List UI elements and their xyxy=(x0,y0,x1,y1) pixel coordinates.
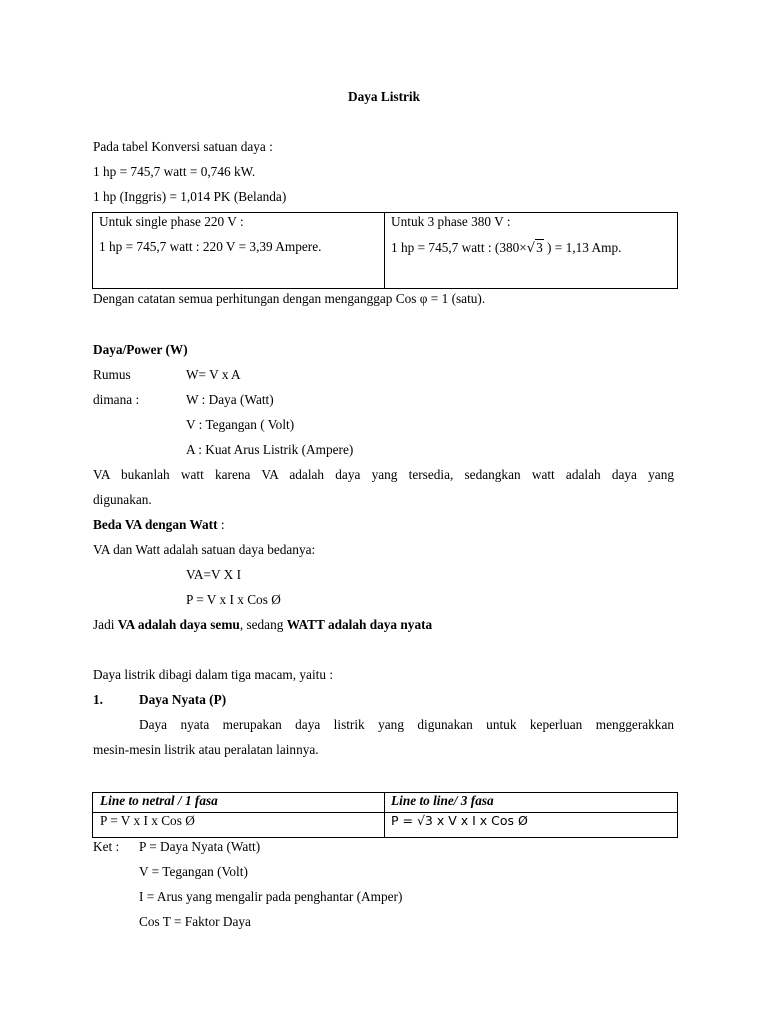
va-formula: VA=V X I xyxy=(186,567,242,582)
beda-heading-colon: : xyxy=(217,517,225,532)
single-phase-cell xyxy=(93,213,385,289)
rumus-label: Rumus xyxy=(93,367,131,382)
intro-line-3: 1 hp (Inggris) = 1,014 PK (Belanda) xyxy=(93,189,287,204)
calculation-note: Dengan catatan semua perhitungan dengan menganggap Cos φ = 1 (satu). xyxy=(93,291,486,306)
definition-v: V : Tegangan ( Volt) xyxy=(186,417,295,432)
power-heading: Daya/Power (W) xyxy=(93,342,188,357)
item-1-text-line-1: Daya nyata merupakan daya listrik yang digunakan untuk keperluan menggerakkan xyxy=(139,717,674,732)
item-1-heading: Daya Nyata (P) xyxy=(139,692,227,707)
power-formula-table xyxy=(92,792,678,838)
intro-line-1: Pada tabel Konversi satuan daya : xyxy=(93,139,273,154)
va-daya-semu: VA adalah daya semu xyxy=(117,617,240,632)
three-phase-header: Line to line/ 3 fasa xyxy=(391,793,494,808)
definition-w: W : Daya (Watt) xyxy=(186,392,274,407)
conversion-table xyxy=(92,212,678,289)
ket-p: P = Daya Nyata (Watt) xyxy=(139,839,261,854)
p-formula: P = V x I x Cos Ø xyxy=(186,592,281,607)
ket-label: Ket : xyxy=(93,839,120,854)
beda-heading-line xyxy=(93,517,225,533)
ket-v: V = Tegangan (Volt) xyxy=(139,864,248,879)
beda-heading: Beda VA dengan Watt xyxy=(93,517,218,532)
three-phase-formula-cell xyxy=(385,813,678,838)
watt-daya-nyata: WATT adalah daya nyata xyxy=(286,617,433,632)
three-phase-header-cell xyxy=(385,793,678,813)
ket-i: I = Arus yang mengalir pada penghantar (Amper) xyxy=(139,889,403,904)
definition-a: A : Kuat Arus Listrik (Ampere) xyxy=(186,442,354,457)
three-phase-title: Untuk 3 phase 380 V : xyxy=(391,214,511,229)
single-phase-header-cell xyxy=(93,793,385,813)
va-paragraph-line-2: digunakan. xyxy=(93,492,152,507)
single-phase-formula: 1 hp = 745,7 watt : 220 V = 3,39 Ampere. xyxy=(99,238,322,254)
jadi-line xyxy=(93,617,432,633)
sqrt-symbol: √3 xyxy=(526,239,543,256)
three-phase-power-formula: P = √3 x V x I x Cos Ø xyxy=(391,813,528,828)
single-phase-formula-cell xyxy=(93,813,385,838)
single-phase-header: Line to netral / 1 fasa xyxy=(100,793,218,808)
single-phase-power-formula: P = V x I x Cos Ø xyxy=(100,813,195,828)
intro-line-2: 1 hp = 745,7 watt = 0,746 kW. xyxy=(93,164,256,179)
sqrt-radicand: 3 xyxy=(536,239,543,255)
three-phase-formula xyxy=(385,240,677,257)
types-intro: Daya listrik dibagi dalam tiga macam, yaitu : xyxy=(93,667,334,682)
ket-cos: Cos T = Faktor Daya xyxy=(139,914,251,929)
single-phase-title: Untuk single phase 220 V : xyxy=(99,214,244,229)
beda-line-1: VA dan Watt adalah satuan daya bedanya: xyxy=(93,542,316,557)
three-phase-formula-end: ) = 1,13 Amp. xyxy=(543,239,622,255)
page-title: Daya Listrik xyxy=(347,89,421,104)
dimana-label: dimana : xyxy=(93,392,140,407)
rumus-value: W= V x A xyxy=(186,367,241,382)
jadi-prefix: Jadi xyxy=(93,617,118,632)
jadi-middle: , sedang xyxy=(239,617,287,632)
three-phase-formula-start: 1 hp = 745,7 watt : (380× xyxy=(391,239,527,255)
va-paragraph-line-1: VA bukanlah watt karena VA adalah daya yang tersedia, sedangkan watt adalah daya yang xyxy=(93,467,674,482)
three-phase-cell xyxy=(385,213,678,289)
item-1-number: 1. xyxy=(93,692,103,707)
item-1-text-line-2: mesin-mesin listrik atau peralatan lainnya. xyxy=(93,742,319,757)
